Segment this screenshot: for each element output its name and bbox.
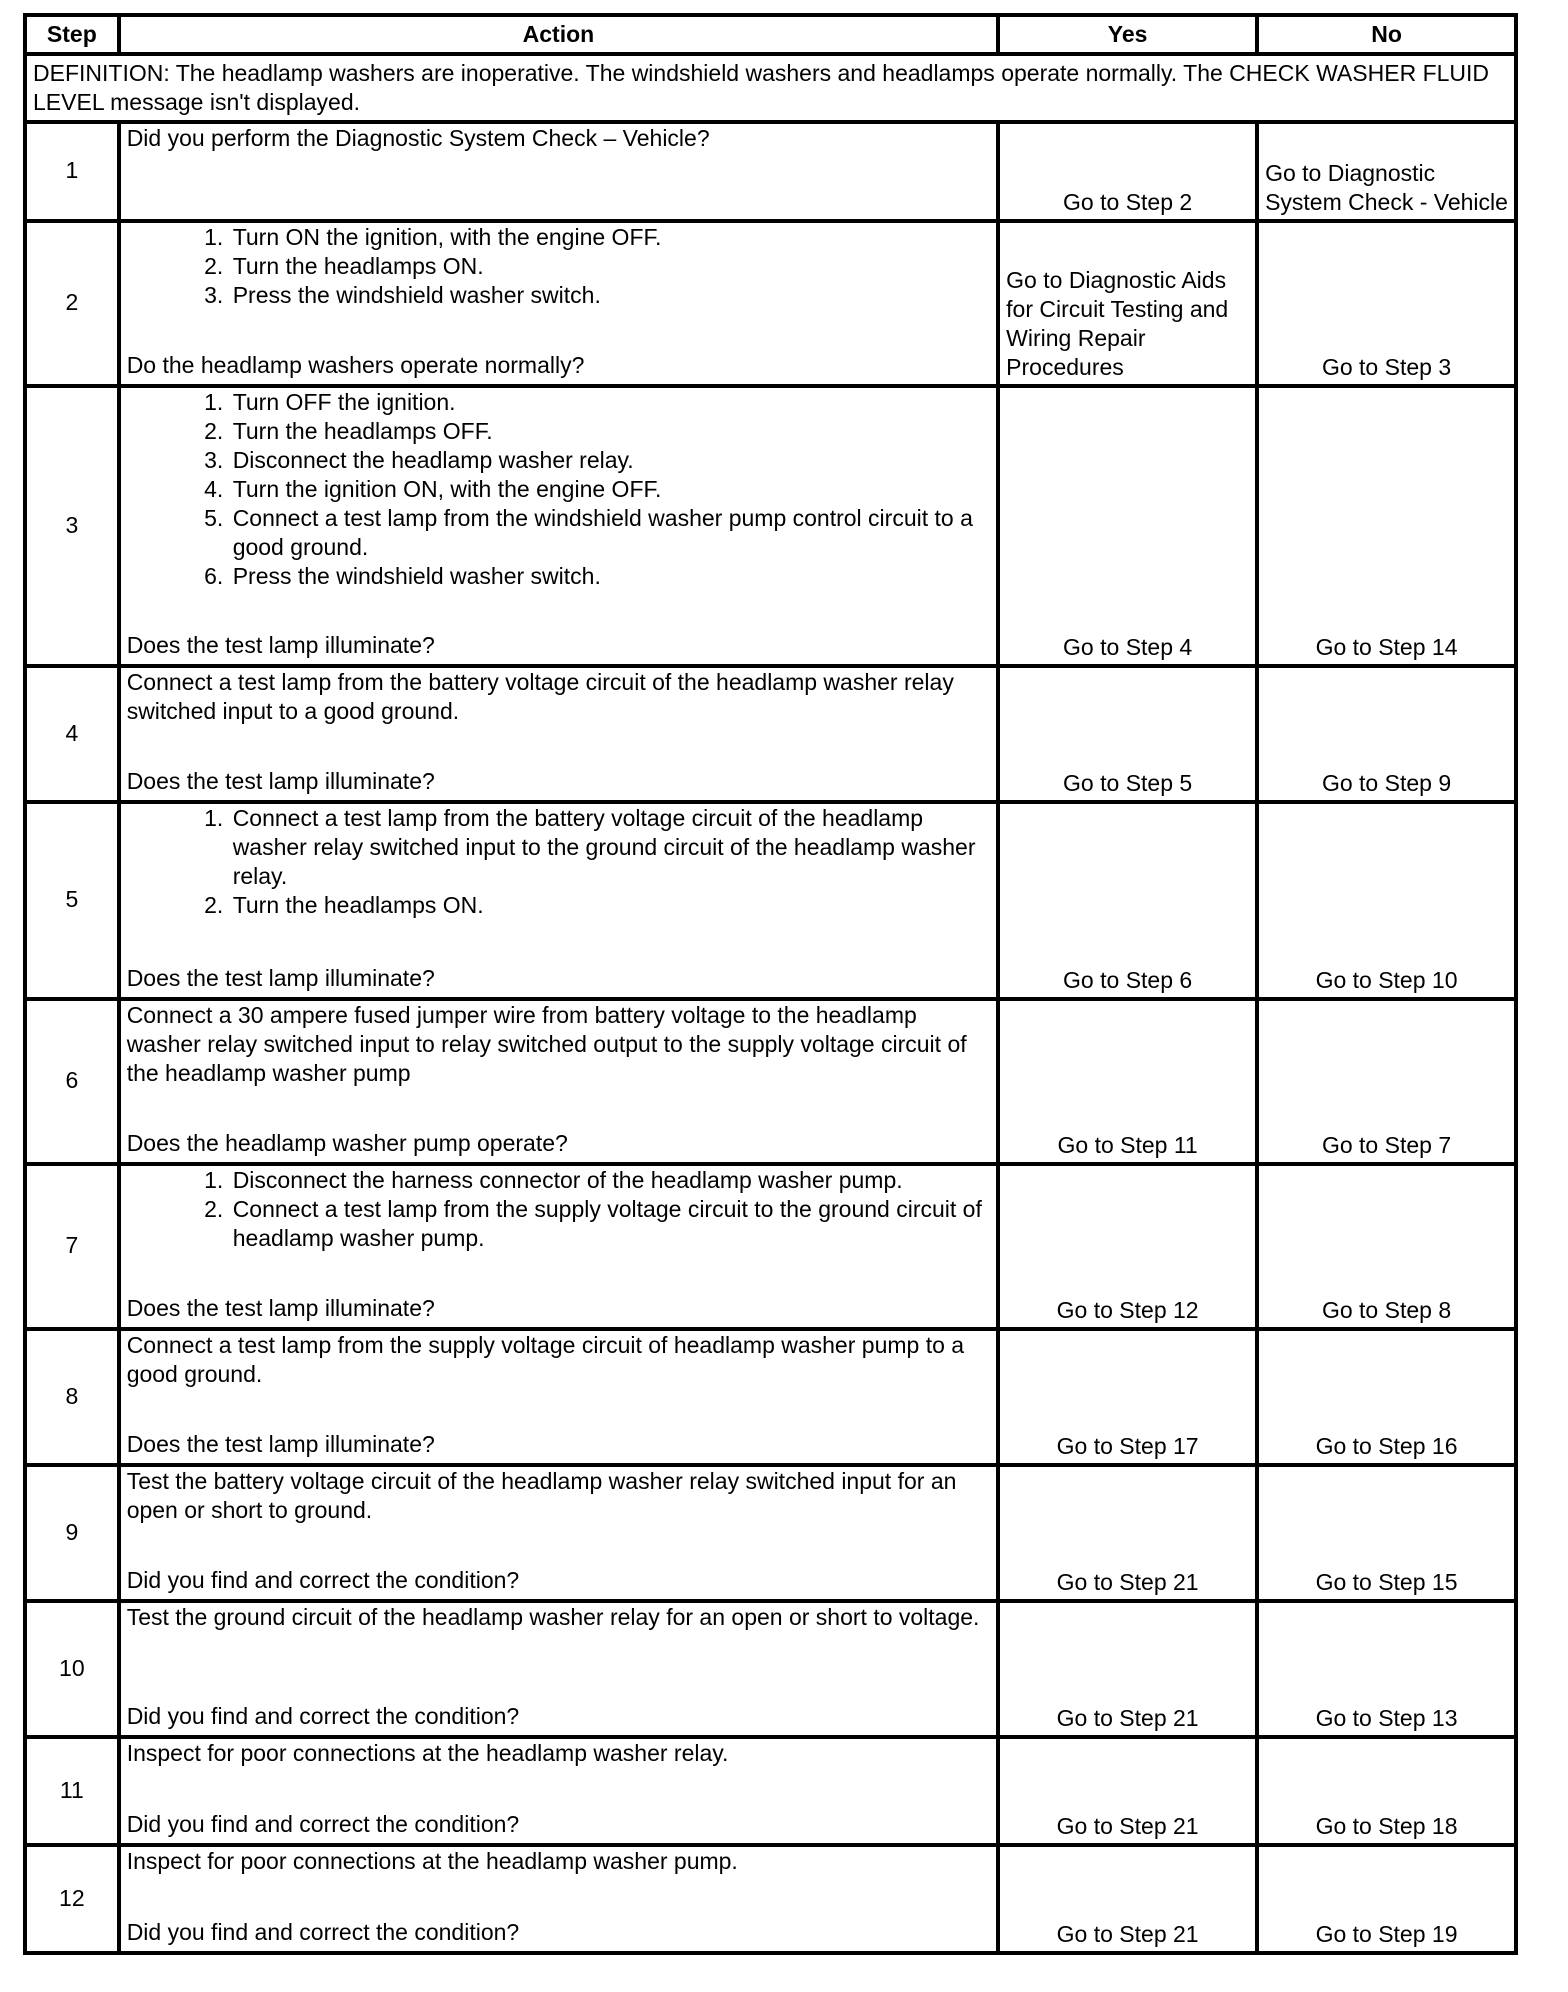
step-number: 4 — [25, 666, 119, 802]
yes-result: Go to Step 21 — [998, 1465, 1257, 1601]
diagnostic-table — [23, 13, 1518, 1955]
header-step: Step — [25, 15, 119, 54]
action-text: Test the ground circuit of the headlamp washer relay for an open or short to voltage. — [126, 1604, 980, 1630]
table-row — [25, 386, 1516, 666]
action-content — [127, 1331, 990, 1459]
table-row — [25, 1737, 1516, 1845]
yes-result: Go to Diagnostic Aids for Circuit Testing and Wiring Repair Procedures — [998, 221, 1257, 386]
table-row — [25, 666, 1516, 802]
no-result: Go to Step 18 — [1257, 1737, 1516, 1845]
action-step-item: 1. Turn ON the ignition, with the engine OFF. — [230, 223, 990, 252]
action-instructions — [127, 1847, 990, 1876]
no-result: Go to Step 15 — [1257, 1465, 1516, 1601]
action-steps-list — [127, 1166, 990, 1253]
action-content — [127, 1001, 990, 1158]
action-cell — [119, 1465, 998, 1601]
action-text: Connect a 30 ampere fused jumper wire from battery voltage to the headlamp washer relay switched input to relay switched output to the supply voltage circuit of the headlamp washer pump — [126, 1002, 967, 1086]
action-step-item: 4. Turn the ignition ON, with the engine OFF. — [230, 475, 990, 504]
definition-row — [25, 54, 1516, 122]
step-number: 12 — [25, 1845, 119, 1953]
no-result: Go to Step 16 — [1257, 1329, 1516, 1465]
action-text: Did you perform the Diagnostic System Check – Vehicle? — [126, 125, 710, 151]
no-result: Go to Step 19 — [1257, 1845, 1516, 1953]
action-step-item: 1. Disconnect the harness connector of the headlamp washer pump. — [230, 1166, 990, 1195]
header-no: No — [1257, 15, 1516, 54]
yes-result: Go to Step 21 — [998, 1601, 1257, 1737]
action-content — [127, 388, 990, 660]
definition-text: DEFINITION: The headlamp washers are inoperative. The windshield washers and headlamps operate normally. The CHECK WASHER FLUID LEVEL message isn't displayed. — [25, 54, 1516, 122]
action-instructions — [127, 1467, 990, 1525]
action-cell — [119, 386, 998, 666]
action-cell — [119, 666, 998, 802]
yes-result: Go to Step 11 — [998, 999, 1257, 1164]
action-step-item: 2. Turn the headlamps ON. — [230, 891, 990, 920]
action-question: Did you find and correct the condition? — [126, 1811, 520, 1837]
action-text: Inspect for poor connections at the headlamp washer pump. — [126, 1848, 738, 1874]
action-question: Did you find and correct the condition? — [126, 1703, 520, 1729]
action-text: Connect a test lamp from the supply voltage circuit of headlamp washer pump to a good ground. — [126, 1332, 965, 1387]
table-row — [25, 1164, 1516, 1329]
action-instructions — [127, 668, 990, 726]
action-instructions — [127, 1331, 990, 1389]
action-instructions — [127, 388, 990, 591]
action-instructions — [127, 1739, 990, 1768]
step-number: 1 — [25, 122, 119, 221]
action-cell — [119, 999, 998, 1164]
action-cell — [119, 1737, 998, 1845]
action-content — [127, 1467, 990, 1595]
action-step-item: 3. Press the windshield washer switch. — [230, 281, 990, 310]
table-row — [25, 999, 1516, 1164]
action-content — [127, 1166, 990, 1323]
action-question: Does the test lamp illuminate? — [126, 965, 435, 991]
action-text: Connect a test lamp from the battery voltage circuit of the headlamp washer relay switched input to a good ground. — [126, 669, 954, 724]
step-number: 6 — [25, 999, 119, 1164]
action-content — [127, 1603, 990, 1731]
yes-result: Go to Step 21 — [998, 1737, 1257, 1845]
action-question: Did you find and correct the condition? — [126, 1919, 520, 1945]
yes-result: Go to Step 17 — [998, 1329, 1257, 1465]
action-text: Inspect for poor connections at the headlamp washer relay. — [126, 1740, 729, 1766]
yes-result: Go to Step 5 — [998, 666, 1257, 802]
step-number: 7 — [25, 1164, 119, 1329]
action-instructions — [127, 223, 990, 310]
action-steps-list — [127, 804, 990, 920]
table-row — [25, 1465, 1516, 1601]
step-number: 5 — [25, 802, 119, 999]
table-row — [25, 1601, 1516, 1737]
action-question: Does the test lamp illuminate? — [126, 632, 435, 658]
no-result: Go to Step 9 — [1257, 666, 1516, 802]
action-step-item: 5. Connect a test lamp from the windshield washer pump control circuit to a good ground. — [230, 504, 990, 562]
step-number: 10 — [25, 1601, 119, 1737]
yes-result: Go to Step 4 — [998, 386, 1257, 666]
action-step-item: 6. Press the windshield washer switch. — [230, 562, 990, 591]
step-number: 11 — [25, 1737, 119, 1845]
action-cell — [119, 1601, 998, 1737]
action-content — [127, 668, 990, 796]
step-number: 2 — [25, 221, 119, 386]
step-number: 8 — [25, 1329, 119, 1465]
table-row — [25, 122, 1516, 221]
action-content — [127, 124, 990, 215]
action-instructions — [127, 1603, 990, 1632]
no-result: Go to Step 14 — [1257, 386, 1516, 666]
action-question: Does the test lamp illuminate? — [126, 1295, 435, 1321]
header-row — [25, 15, 1516, 54]
action-content — [127, 1847, 990, 1947]
action-content — [127, 223, 990, 380]
no-result: Go to Step 13 — [1257, 1601, 1516, 1737]
action-question: Does the test lamp illuminate? — [126, 768, 435, 794]
table-row — [25, 1845, 1516, 1953]
action-step-item: 2. Connect a test lamp from the supply voltage circuit to the ground circuit of headlamp washer pump. — [230, 1195, 990, 1253]
action-step-item: 3. Disconnect the headlamp washer relay. — [230, 446, 990, 475]
table-row — [25, 1329, 1516, 1465]
yes-result: Go to Step 2 — [998, 122, 1257, 221]
step-number: 9 — [25, 1465, 119, 1601]
action-cell — [119, 802, 998, 999]
yes-result: Go to Step 12 — [998, 1164, 1257, 1329]
action-instructions — [127, 124, 990, 153]
no-result: Go to Step 8 — [1257, 1164, 1516, 1329]
table-row — [25, 221, 1516, 386]
action-instructions — [127, 1001, 990, 1088]
no-result: Go to Diagnostic System Check - Vehicle — [1257, 122, 1516, 221]
action-question: Does the test lamp illuminate? — [126, 1431, 435, 1457]
action-question: Does the headlamp washer pump operate? — [126, 1130, 568, 1156]
action-cell — [119, 1845, 998, 1953]
action-step-item: 2. Turn the headlamps OFF. — [230, 417, 990, 446]
table-row — [25, 802, 1516, 999]
action-cell — [119, 221, 998, 386]
no-result: Go to Step 7 — [1257, 999, 1516, 1164]
action-cell — [119, 1329, 998, 1465]
action-instructions — [127, 804, 990, 920]
no-result: Go to Step 3 — [1257, 221, 1516, 386]
yes-result: Go to Step 21 — [998, 1845, 1257, 1953]
action-step-item: 1. Turn OFF the ignition. — [230, 388, 990, 417]
action-steps-list — [127, 223, 990, 310]
action-steps-list — [127, 388, 990, 591]
action-instructions — [127, 1166, 990, 1253]
action-cell — [119, 1164, 998, 1329]
no-result: Go to Step 10 — [1257, 802, 1516, 999]
action-question: Did you find and correct the condition? — [126, 1567, 520, 1593]
action-text: Test the battery voltage circuit of the headlamp washer relay switched input for an open or short to ground. — [126, 1468, 957, 1523]
header-action: Action — [119, 15, 998, 54]
action-cell — [119, 122, 998, 221]
action-step-item: 1. Connect a test lamp from the battery voltage circuit of the headlamp washer relay switched input to the ground circuit of the headlamp washer relay. — [230, 804, 990, 891]
yes-result: Go to Step 6 — [998, 802, 1257, 999]
step-number: 3 — [25, 386, 119, 666]
header-yes: Yes — [998, 15, 1257, 54]
action-step-item: 2. Turn the headlamps ON. — [230, 252, 990, 281]
action-content — [127, 1739, 990, 1839]
action-question: Do the headlamp washers operate normally? — [126, 352, 585, 378]
action-content — [127, 804, 990, 993]
